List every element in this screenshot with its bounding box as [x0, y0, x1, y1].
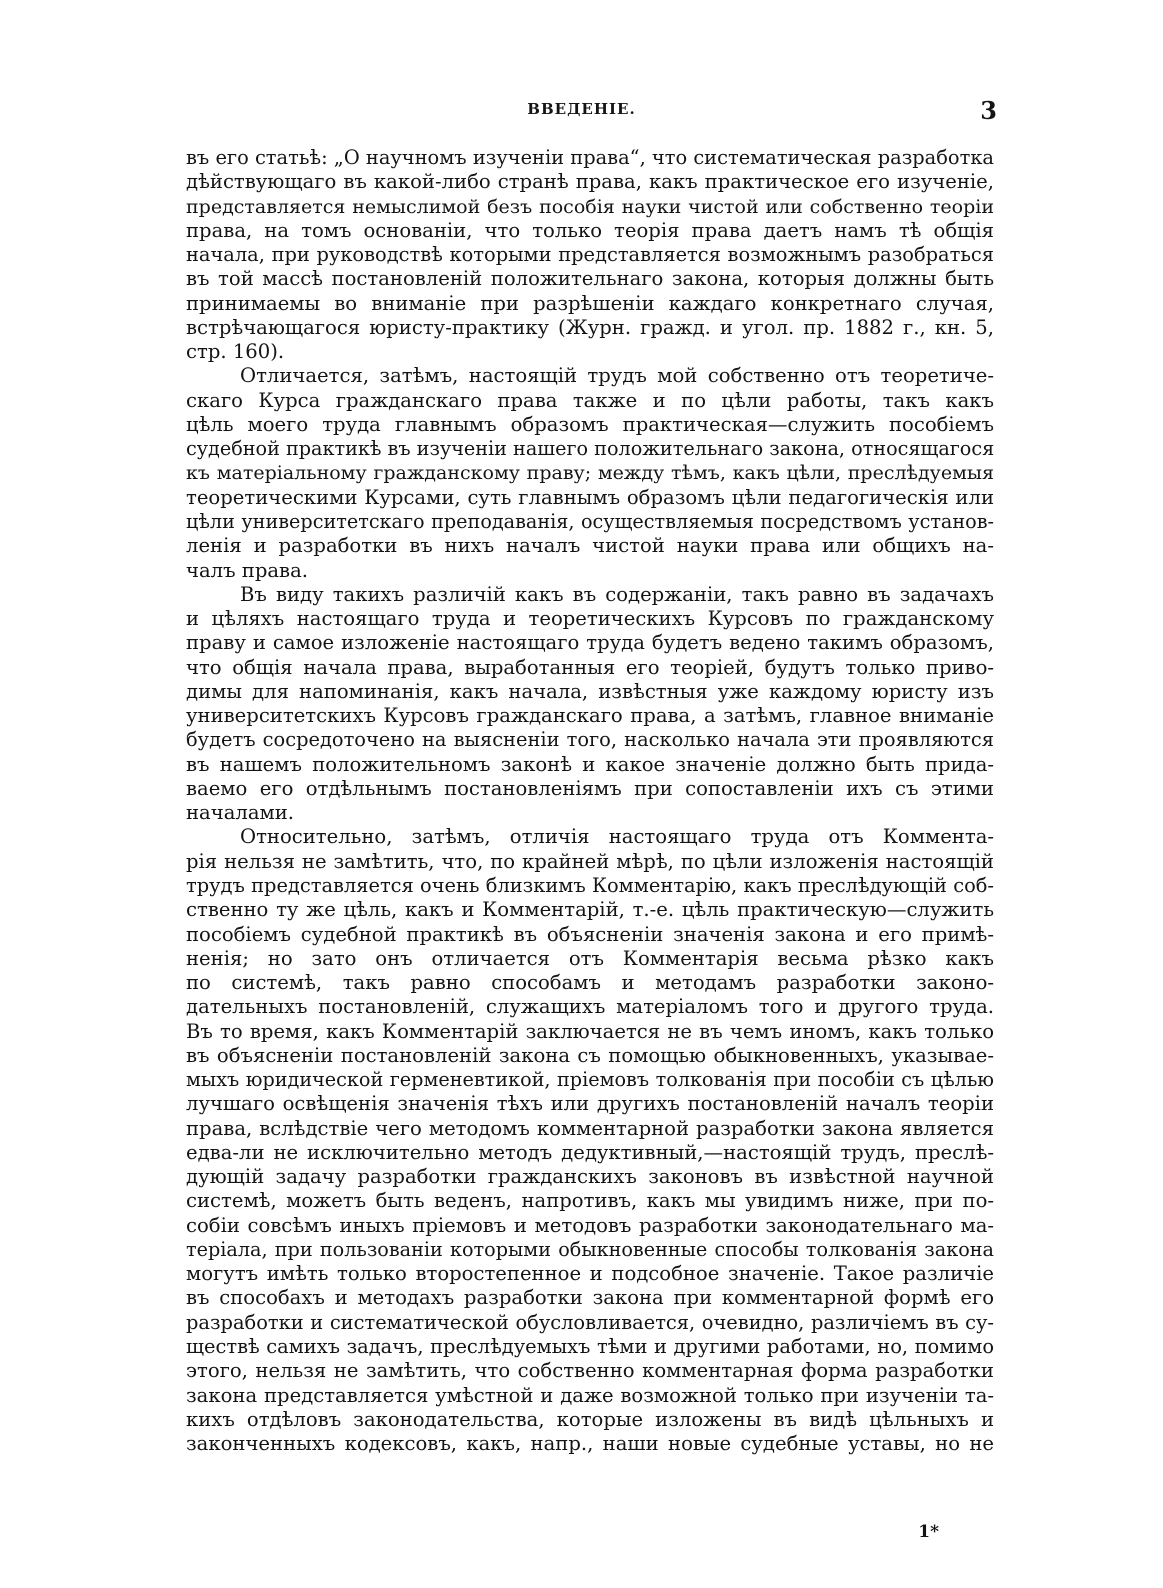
- text-line: законченныхъ кодексовъ, какъ, напр., наши новые судебные уставы, но не: [186, 1432, 994, 1456]
- text-line: ленія и разработки въ нихъ началъ чистой науки права или общихъ на-: [186, 534, 994, 558]
- text-line: могутъ имѣть только второстепенное и подсобное значеніе. Такое различіе: [186, 1262, 994, 1286]
- text-line: начала, при руководствѣ которыми представляется возможнымъ разобраться: [186, 243, 994, 267]
- text-line: лучшаго освѣщенія значенія тѣхъ или другихъ постановленій началъ теоріи: [186, 1092, 994, 1116]
- text-line: разработки и систематической обусловливается, очевидно, различіемъ въ су-: [186, 1310, 994, 1334]
- text-line: принимаемы во вниманіе при разрѣшеніи каждаго конкретнаго случая,: [186, 291, 994, 315]
- text-line: праву и самое изложеніе настоящаго труда будетъ ведено такимъ образомъ,: [186, 631, 994, 655]
- text-line: пособіемъ судебной практикѣ въ объясненіи значенія закона и его примѣ-: [186, 922, 994, 946]
- text-line: Отличается, затѣмъ, настоящій трудъ мой собственно отъ теоретиче-: [240, 364, 994, 388]
- text-line: дѣйствующаго въ какой-либо странѣ права, какъ практическое его изученіе,: [186, 170, 994, 194]
- text-line: права, на томъ основаніи, что только теорія права даетъ намъ тѣ общія: [186, 218, 994, 242]
- text-line: ненія; но зато онъ отличается отъ Комментарія весьма рѣзко какъ: [186, 946, 994, 970]
- text-line: началами.: [186, 801, 295, 825]
- text-line: кихъ отдѣловъ законодательства, которые изложены въ видѣ цѣльныхъ и: [186, 1407, 994, 1431]
- text-line: ваемо его отдѣльнымъ постановленіямъ при сопоставленіи ихъ съ этими: [186, 776, 994, 800]
- text-line: университетскихъ Курсовъ гражданскаго права, а затѣмъ, главное вниманіе: [186, 704, 994, 728]
- text-line: въ нашемъ положительномъ законѣ и какое значеніе должно быть прида-: [186, 752, 994, 776]
- text-line: и цѣляхъ настоящаго труда и теоретическихъ Курсовъ по гражданскому: [186, 607, 994, 631]
- text-line: права, вслѣдствіе чего методомъ комментарной разработки закона является: [186, 1116, 994, 1140]
- text-line: ществѣ самихъ задачъ, преслѣдуемыхъ тѣми и другими работами, но, помимо: [186, 1335, 994, 1359]
- text-line: скаго Курса гражданскаго права также и по цѣли работы, такъ какъ: [186, 388, 994, 412]
- text-line: рія нельзя не замѣтить, что, по крайней мѣрѣ, по цѣли изложенія настоящій: [186, 849, 994, 873]
- text-line: цѣли университетскаго преподаванія, осуществляемыя посредствомъ установ-: [186, 509, 994, 533]
- text-line: ственно ту же цѣль, какъ и Комментарій, т.-е. цѣль практическую—служить: [186, 898, 994, 922]
- text-line: что общія начала права, выработанныя его теоріей, будутъ только приво-: [186, 655, 994, 679]
- text-line: дующій задачу разработки гражданскихъ законовъ въ извѣстной научной: [186, 1165, 994, 1189]
- running-head: [0, 96, 1163, 126]
- text-line: собіи совсѣмъ иныхъ пріемовъ и методовъ разработки законодательнаго ма-: [186, 1213, 994, 1237]
- text-line: системѣ, можетъ быть веденъ, напротивъ, какъ мы увидимъ ниже, при по-: [186, 1189, 994, 1213]
- text-line: въ его статьѣ: „О научномъ изученіи права“, что систематическая разработка: [186, 146, 994, 169]
- text-line: будетъ сосредоточено на выясненіи того, насколько начала эти проявляются: [186, 728, 994, 752]
- text-line: трудъ представляется очень близкимъ Комментарію, какъ преслѣдующій соб-: [186, 873, 994, 897]
- text-line: мыхъ юридической герменевтикой, пріемовъ толкованія при пособіи съ цѣлью: [186, 1068, 994, 1092]
- text-line: теоретическими Курсами, суть главнымъ образомъ цѣли педагогическія или: [186, 485, 994, 509]
- text-line: представляется немыслимой безъ пособія науки чистой или собственно теоріи: [186, 195, 994, 218]
- text-line: встрѣчающагося юристу-практику (Журн. гражд. и угол. пр. 1882 г., кн. 5,: [186, 315, 994, 339]
- text-line: въ той массѣ постановленій положительнаго закона, которыя должны быть: [186, 267, 994, 291]
- text-line: въ объясненіи постановленій закона съ помощью обыкновенныхъ, указывае-: [186, 1043, 994, 1067]
- running-title: ВВЕДЕНІЕ.: [527, 100, 636, 118]
- text-line: цѣль моего труда главнымъ образомъ практическая—служить пособіемъ: [186, 412, 994, 436]
- text-line: чалъ права.: [186, 558, 309, 582]
- text-line: закона представляется умѣстной и даже возможной только при изученіи та-: [186, 1383, 994, 1407]
- text-line: стр. 160).: [186, 340, 285, 364]
- text-line: къ матеріальному гражданскому праву; между тѣмъ, какъ цѣли, преслѣдуемыя: [186, 462, 994, 485]
- text-line: теріала, при пользованіи которыми обыкновенные способы толкованія закона: [186, 1237, 994, 1261]
- body-text: [186, 146, 994, 1456]
- text-line: едва-ли не исключительно методъ дедуктивный,—настоящій трудъ, преслѣ-: [186, 1140, 994, 1164]
- text-line: димы для напоминанія, какъ начала, извѣстныя уже каждому юристу изъ: [186, 679, 994, 703]
- text-line: по системѣ, такъ равно способамъ и методамъ разработки законо-: [186, 971, 994, 995]
- page-number: 3: [980, 96, 997, 125]
- printer-signature: 1*: [918, 1522, 939, 1542]
- text-line: Въ то время, какъ Комментарій заключается не въ чемъ иномъ, какъ только: [186, 1019, 994, 1043]
- text-line: судебной практикѣ въ изученіи нашего положительнаго закона, относящагося: [186, 437, 994, 461]
- text-line: этого, нельзя не замѣтить, что собственно комментарная форма разработки: [186, 1359, 994, 1383]
- text-line: въ способахъ и методахъ разработки закона при комментарной формѣ его: [186, 1286, 994, 1310]
- text-line: Въ виду такихъ различій какъ въ содержаніи, такъ равно въ задачахъ: [240, 582, 994, 606]
- text-line: дательныхъ постановленій, служащихъ матеріаломъ того и другого труда.: [186, 995, 994, 1019]
- text-line: Относительно, затѣмъ, отличія настоящаго труда отъ Коммента-: [240, 825, 994, 849]
